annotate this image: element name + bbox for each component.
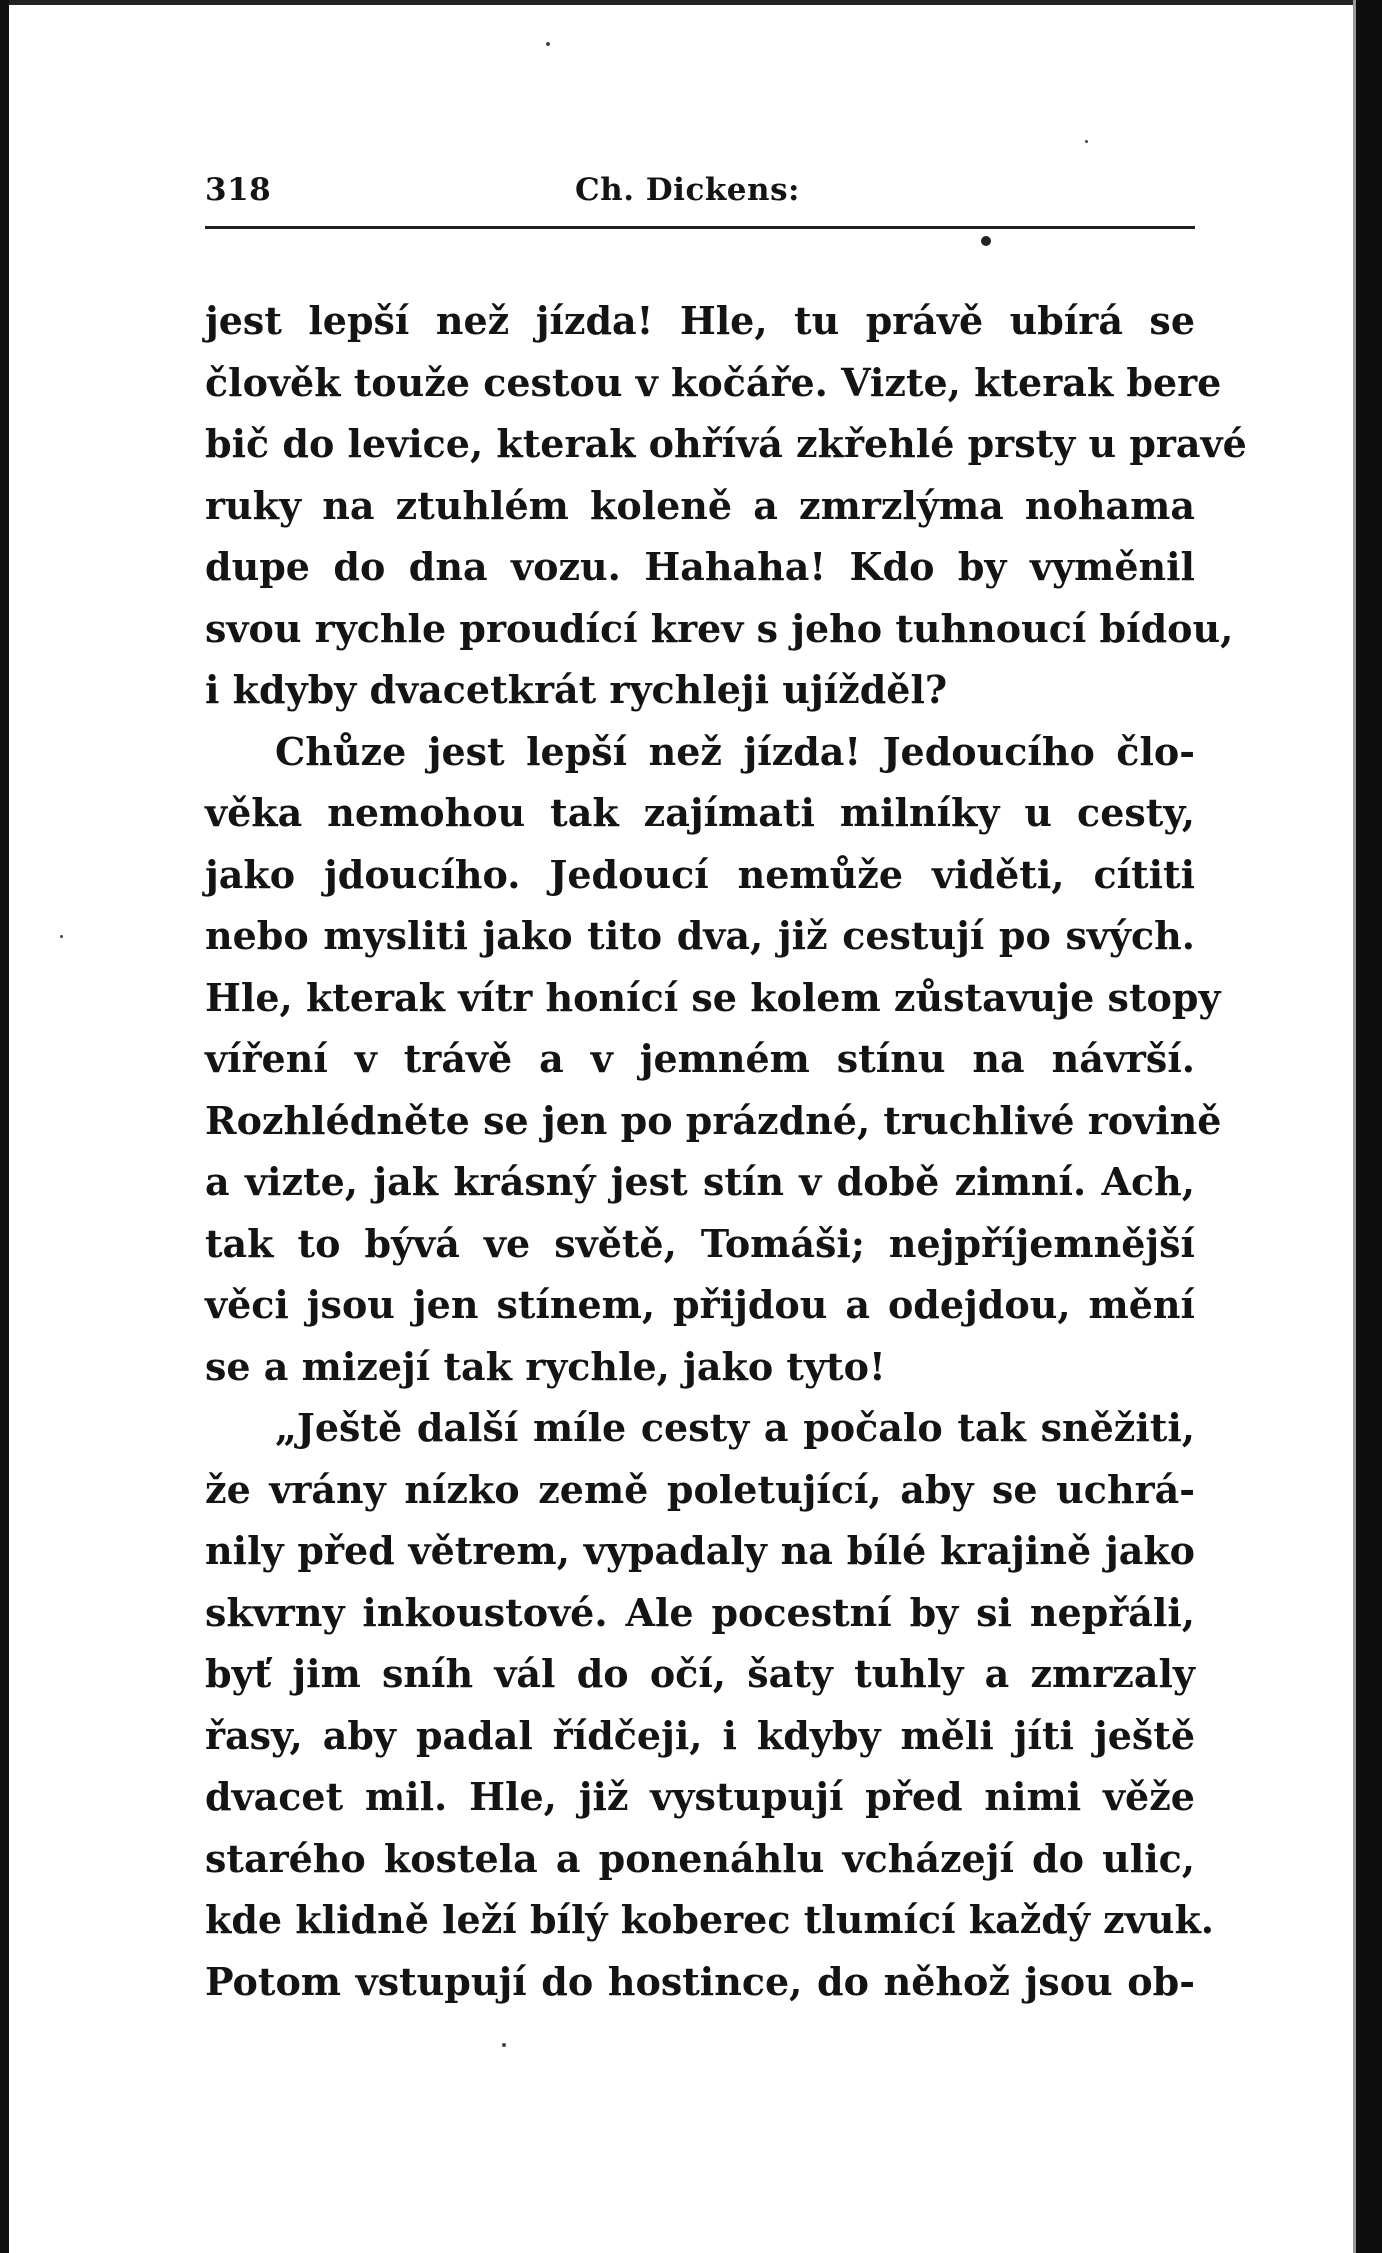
text-line: i kdyby dvacetkrát rychleji ujížděl? (205, 667, 948, 712)
scan-speck (546, 42, 550, 46)
header-rule (205, 226, 1195, 229)
text-line: Potom vstupují do hostince, do něhož jsou ob- (205, 1958, 1195, 2004)
text-line: že vrány nízko země poletující, aby se uchrá- (205, 1466, 1195, 1512)
text-line: svou rychle proudící krev s jeho tuhnoucí bídou, (205, 605, 1234, 651)
page-number: 318 (205, 172, 272, 208)
text-line: řasy, aby padal řídčeji, i kdyby měli jíti ještě (205, 1712, 1195, 1758)
text-line: jest lepší než jízda! Hle, tu právě ubírá se (205, 298, 1195, 343)
text-line: věci jsou jen stínem, přijdou a odejdou, mění (205, 1282, 1195, 1327)
scan-speck (60, 935, 63, 938)
book-page (205, 160, 1247, 2004)
page-header (205, 160, 1195, 210)
text-line: Rozhlédněte se jen po prázdné, truchlivé rovině (205, 1097, 1222, 1143)
text-line: ruky na ztuhlém koleně a zmrzlýma nohama (205, 482, 1195, 528)
text-line: Chůze jest lepší než jízda! Jedoucího člo- (275, 728, 1195, 774)
text-line: „Ještě další míle cesty a počalo tak sněžiti, (275, 1405, 1195, 1450)
text-line: dupe do dna vozu. Hahaha! Kdo by vyměnil (205, 544, 1195, 589)
scan-border-top (0, 0, 1382, 5)
scan-speck (1085, 140, 1088, 143)
scan-speck (502, 2043, 506, 2047)
text-line: věka nemohou tak zajímati milníky u cesty, (205, 790, 1195, 835)
rule-ornament-dot (981, 236, 991, 246)
text-line: nily před větrem, vypadaly na bílé krajině jako (205, 1528, 1195, 1573)
text-line: Hle, kterak vítr honící se kolem zůstavuje stopy (205, 974, 1221, 1020)
text-line: se a mizejí tak rychle, jako tyto! (205, 1343, 886, 1389)
scan-border-left (0, 0, 9, 2253)
body-text (205, 290, 1247, 2012)
text-line: kde klidně leží bílý koberec tlumící každý zvuk. (205, 1897, 1215, 1942)
text-line: starého kostela a ponenáhlu vcházejí do ulic, (205, 1835, 1195, 1881)
text-line: dvacet mil. Hle, již vystupují před nimi věže (205, 1774, 1195, 1819)
text-line: jako jdoucího. Jedoucí nemůže viděti, cítiti (205, 851, 1195, 897)
text-line: nebo mysliti jako tito dva, již cestují po svých. (205, 913, 1195, 958)
text-line: víření v trávě a v jemném stínu na návrší. (205, 1036, 1195, 1081)
text-line: skvrny inkoustové. Ale pocestní by si nepřáli, (205, 1589, 1195, 1635)
text-line: a vizte, jak krásný jest stín v době zimní. Ach, (205, 1159, 1195, 1204)
running-head: Ch. Dickens: (575, 172, 800, 208)
text-line: člověk touže cestou v kočáře. Vizte, kterak bere (205, 359, 1222, 405)
text-line: bič do levice, kterak ohřívá zkřehlé prsty u pravé (205, 421, 1247, 466)
scan-border-right (1356, 0, 1382, 2253)
text-line: byť jim sníh vál do očí, šaty tuhly a zmrzaly (205, 1651, 1195, 1696)
text-line: tak to bývá ve světě, Tomáši; nejpříjemnější (205, 1220, 1195, 1266)
